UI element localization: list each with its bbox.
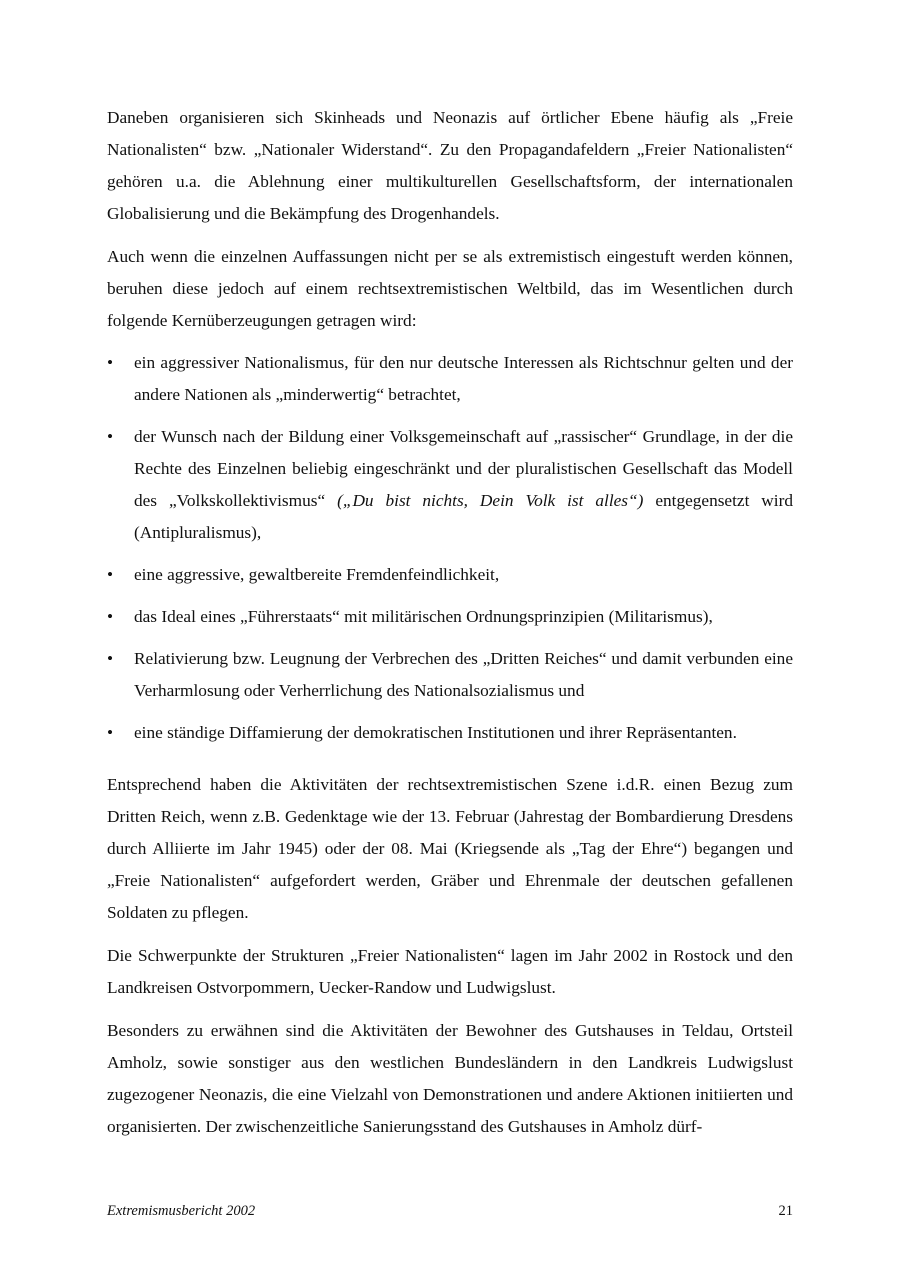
list-item-text: der Wunsch nach der Bildung einer Volksgemeinschaft auf „rassischer“ Grundlage, in der die Rechte des Einzelnen beliebig eingeschränkt und der pluralistischen Gesellschaft das Modell des „Volkskollektivismus“ [134, 427, 793, 510]
list-item-text: das Ideal eines „Führerstaats“ mit militärischen Ordnungsprinzipien (Militarismus), [134, 607, 713, 626]
bullet-icon: • [107, 607, 114, 626]
list-item-text: Relativierung bzw. Leugnung der Verbrechen des „Dritten Reiches“ und damit verbunden eine Verharmlosung oder Verherrlichung des Nationalsozialismus und [134, 649, 793, 700]
list-item [107, 347, 793, 411]
paragraph-aktivitaeten: Entsprechend haben die Aktivitäten der rechtsextremistischen Szene i.d.R. einen Bezug zum Dritten Reich, wenn z.B. Gedenktage wie der 13. Februar (Jahrestag der Bombardierung Dresdens durch Alliierte im Jahr 1945) oder der 08. Mai (Kriegsende als „Tag der Ehre“) begangen und „Freie Nationalisten“ aufgefordert werden, Gräber und Ehrenmale der deutschen gefallenen Soldaten zu pflegen. [107, 775, 793, 922]
list-item [107, 643, 793, 707]
list-item-text-end: entgegensetzt wird (Antipluralismus), [134, 491, 793, 542]
list-item-italic-quote: („Du bist nichts, Dein Volk ist alles“) [337, 491, 644, 510]
body-text [107, 102, 793, 1143]
bullet-icon: • [107, 723, 114, 742]
page-footer [107, 1199, 793, 1223]
list-item [107, 717, 793, 749]
bullet-icon: • [107, 353, 114, 372]
list-item [107, 421, 793, 549]
list-item-text: eine ständige Diffamierung der demokratischen Institutionen und ihrer Repräsentanten. [134, 723, 737, 742]
bullet-icon: • [107, 649, 114, 668]
list-item [107, 559, 793, 591]
footer-title: Extremismusbericht 2002 [107, 1203, 256, 1219]
bullet-icon: • [107, 565, 114, 584]
page-number: 21 [778, 1203, 793, 1219]
paragraph-gutshaus: Besonders zu erwähnen sind die Aktivitäten der Bewohner des Gutshauses in Teldau, Ortsteil Amholz, sowie sonstiger aus den westlichen Bundesländern in den Landkreis Ludwigslust zugezogener Neonazis, die eine Vielzahl von Demonstrationen und andere Aktionen initiierten und organisierten. Der zwischenzeitliche Sanierungsstand des Gutshauses in Amholz dürf- [107, 1021, 793, 1136]
bullet-icon: • [107, 427, 114, 446]
list-item-text: eine aggressive, gewaltbereite Fremdenfeindlichkeit, [134, 565, 500, 584]
kernueberzeugungen-list [107, 347, 793, 749]
list-item [107, 601, 793, 633]
paragraph-schwerpunkte: Die Schwerpunkte der Strukturen „Freier Nationalisten“ lagen im Jahr 2002 in Rostock und den Landkreisen Ostvorpommern, Uecker-Randow und Ludwigslust. [107, 946, 793, 997]
paragraph-freie-nationalisten: Daneben organisieren sich Skinheads und Neonazis auf örtlicher Ebene häufig als „Freie Nationalisten“ bzw. „Nationaler Widerstand“. Zu den Propagandafeldern „Freier Nationalisten“ gehören u.a. die Ablehnung einer multikulturellen Gesellschaftsform, der internationalen Globalisierung und die Bekämpfung des Drogenhandels. [107, 108, 793, 223]
paragraph-weltbild-intro: Auch wenn die einzelnen Auffassungen nicht per se als extremistisch eingestuft werden können, beruhen diese jedoch auf einem rechtsextremistischen Weltbild, das im Wesentlichen durch folgende Kernüberzeugungen getragen wird: [107, 247, 793, 330]
list-item-text: ein aggressiver Nationalismus, für den nur deutsche Interessen als Richtschnur gelten und der andere Nationen als „minderwertig“ betrachtet, [134, 353, 793, 404]
